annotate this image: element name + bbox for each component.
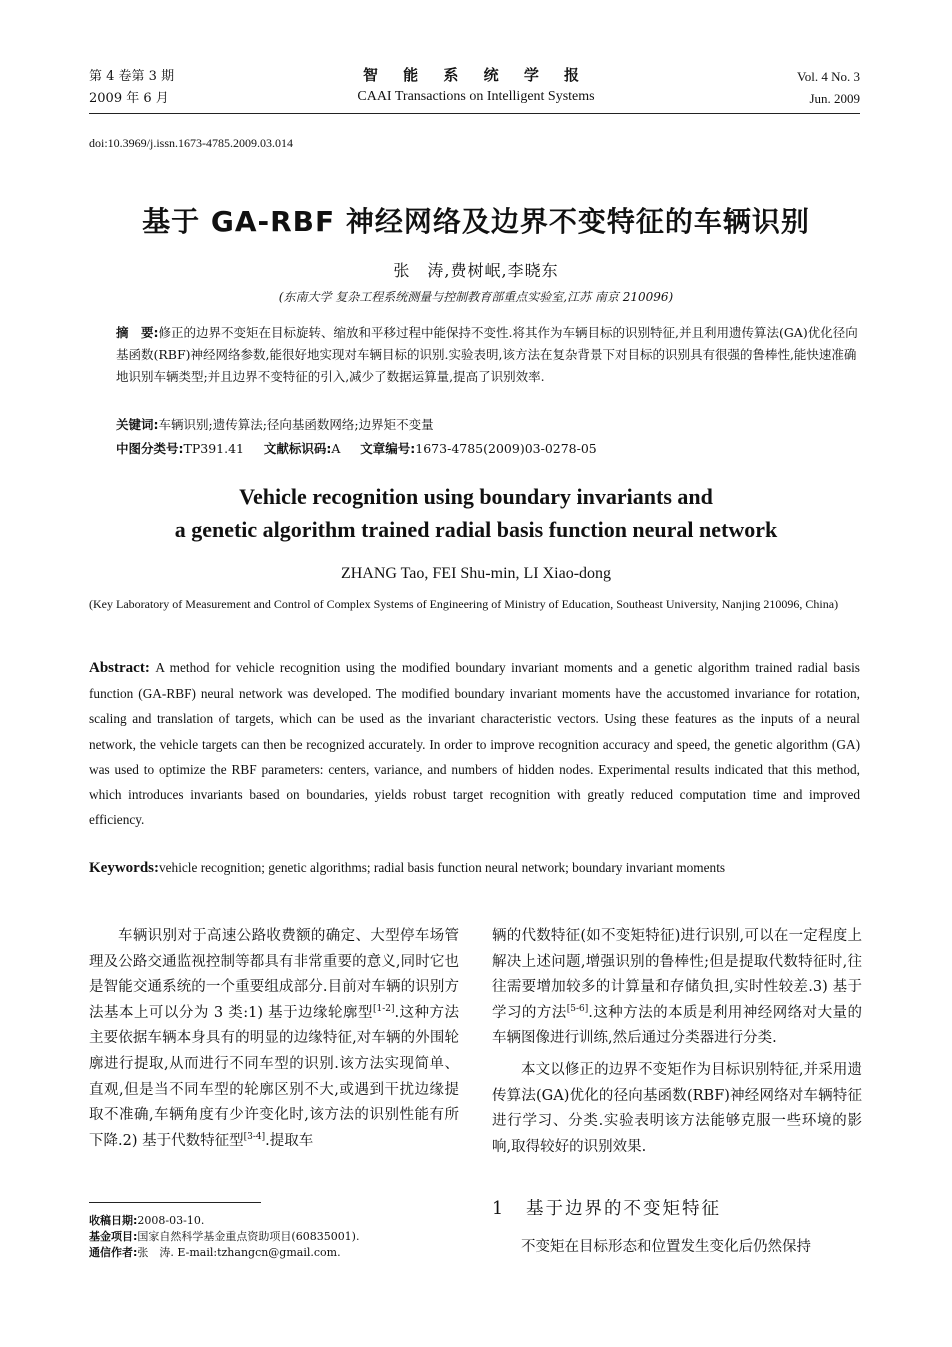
fund-label: 基金项目: (89, 1230, 138, 1243)
author-value: 张 涛. E-mail:tzhangcn@gmail.com. (137, 1246, 341, 1259)
section-title: 基于边界的不变矩特征 (526, 1199, 721, 1219)
clc-value: TP391.41 (183, 441, 244, 456)
clc-label: 中图分类号: (116, 441, 184, 456)
volume-cn: 第 4 卷第 3 期 (89, 69, 175, 84)
article-number-label: 文章编号: (360, 441, 416, 456)
header-right (797, 66, 860, 110)
authors-cn: 张 涛,费树岷,李晓东 (393, 261, 559, 280)
abstract-en-label: Abstract: (89, 660, 150, 676)
header-rule (89, 113, 860, 114)
footnotes (89, 1213, 359, 1261)
section-heading (492, 1195, 721, 1220)
citation: [5-6] (566, 1003, 589, 1014)
footnote-author (89, 1245, 359, 1261)
section-number: 1 (492, 1199, 506, 1219)
body-text: .提取车 (265, 1132, 314, 1149)
volume-en: Vol. 4 No. 3 (797, 69, 860, 84)
citation: [3-4] (243, 1131, 266, 1142)
doc-code-label: 文献标识码: (263, 441, 332, 456)
body-paragraph (492, 924, 862, 1052)
title-en-line-2: a genetic algorithm trained radial basis function neural network (174, 517, 778, 542)
keywords-en (89, 856, 860, 880)
classification-cn (116, 438, 860, 460)
body-text: .这种方法的本质是利用神经网络对大量的车辆图像进行训练,然后通过分类器进行分类. (492, 1004, 863, 1047)
keywords-cn-label: 关键词: (116, 417, 159, 432)
received-value: 2008-03-10. (137, 1214, 205, 1227)
journal-name-cn: 智 能 系 统 学 报 (362, 66, 590, 84)
section-body-text: 不变矩在目标形态和位置发生变化后仍然保持 (521, 1239, 811, 1255)
title-cn: 基于 GA-RBF 神经网络及边界不变特征的车辆识别 (142, 205, 810, 238)
body-paragraph (89, 924, 459, 1154)
date-cn: 2009 年 6 月 (89, 91, 169, 106)
journal-name-en: CAAI Transactions on Intelligent Systems (357, 89, 595, 104)
body-column-left (89, 924, 459, 1154)
abstract-en (89, 655, 860, 832)
abstract-cn-label: 摘 要: (116, 325, 159, 340)
keywords-cn (116, 414, 860, 436)
header-center (300, 64, 652, 108)
title-en (60, 480, 892, 546)
keywords-cn-text: 车辆识别;遗传算法;径向基函数网络;边界矩不变量 (158, 417, 434, 432)
body-text: 车辆识别对于高速公路收费额的确定、大型停车场管理及公路交通监视控制等都具有非常重要的意义,同时它也是智能交通系统的一个重要组成部分.目前对车辆的识别方法基本上可以分为 3 类:1) 基于边缘轮廓型 (89, 928, 459, 1021)
abstract-en-text: A method for vehicle recognition using the modified boundary invariant moments and a genetic algorithm trained radial basis function (GA-RBF) neural network was developed. The modified boundary invariant moments have the accustomed invariance for rotation, scaling and translation of targets, which can be used as the invariant characteristic vectors. Using these features as the inputs of a neural network, the vehicle targets can then be recognized accurately. In order to improve recognition accuracy and speed, the genetic algorithm (GA) was used to optimize the RBF parameters: centers, variance, and numbers of hidden nodes. Experimental results indicated that this method, which introduces invariants based on boundaries, yields robust target recognition with greatly reduced computation time and improved efficiency. (89, 660, 860, 828)
body-column-right (492, 924, 862, 1160)
doc-code-value: A (331, 441, 341, 456)
authors-en: ZHANG Tao, FEI Shu-min, LI Xiao-dong (340, 565, 612, 582)
footnote-fund (89, 1229, 359, 1245)
footnote-rule (89, 1202, 261, 1203)
keywords-en-label: Keywords: (89, 860, 159, 876)
keywords-en-text: vehicle recognition; genetic algorithms; radial basis function neural network; boundary invariant moments (159, 860, 726, 875)
abstract-cn (116, 322, 860, 388)
citation: [1-2] (372, 1003, 395, 1014)
title-en-line-1: Vehicle recognition using boundary invariants and (239, 484, 713, 509)
body-text: .这种方法主要依据车辆本身具有的明显的边缘特征,对车辆的外围轮廓进行提取,从而进行不同车型的识别.该方法实现简单、直观,但是当不同车型的轮廓区别不大,或遇到干扰边缘提取不准确,车辆角度有少许变化时,该方法的识别性能有所下降.2) 基于代数特征型 (89, 1004, 459, 1149)
affiliation-cn: (东南大学 复杂工程系统测量与控制教育部重点实验室,江苏 南京 210096) (278, 290, 674, 304)
footnote-received (89, 1213, 359, 1229)
doi: doi:10.3969/j.issn.1673-4785.2009.03.014 (89, 136, 294, 150)
affiliation-en: (Key Laboratory of Measurement and Control of Complex Systems of Engineering of Ministry of Education, Southeast University, Nanjing 210096, China) (89, 597, 839, 611)
date-en: Jun. 2009 (809, 91, 860, 106)
body-paragraph: 本文以修正的边界不变矩作为目标识别特征,并采用遗传算法(GA)优化的径向基函数(RBF)神经网络对车辆特征进行学习、分类.实验表明该方法能够克服一些环境的影响,取得较好的识别效果. (492, 1061, 862, 1155)
abstract-cn-text: 修正的边界不变矩在目标旋转、缩放和平移过程中能保持不变性.将其作为车辆目标的识别特征,并且利用遗传算法(GA)优化径向基函数(RBF)神经网络参数,能很好地实现对车辆目标的识别.实验表明,该方法在复杂背景下对目标的识别具有很强的鲁棒性,能快速准确地识别车辆类型;并且边界不变特征的引入,减少了数据运算量,提高了识别效率. (116, 325, 858, 384)
fund-value: 国家自然科学基金重点资助项目(60835001). (137, 1230, 360, 1243)
header-left (89, 66, 174, 110)
article-number-value: 1673-4785(2009)03-0278-05 (415, 441, 597, 456)
body-text: 辆的代数特征(如不变矩特征)进行识别,可以在一定程度上解决上述问题,增强识别的鲁棒性;但是提取代数特征时,往往需要增加较多的计算量和存储负担,实时性较差.3) 基于学习的方法 (492, 928, 862, 1021)
received-label: 收稿日期: (89, 1214, 138, 1227)
author-label: 通信作者: (89, 1246, 138, 1259)
